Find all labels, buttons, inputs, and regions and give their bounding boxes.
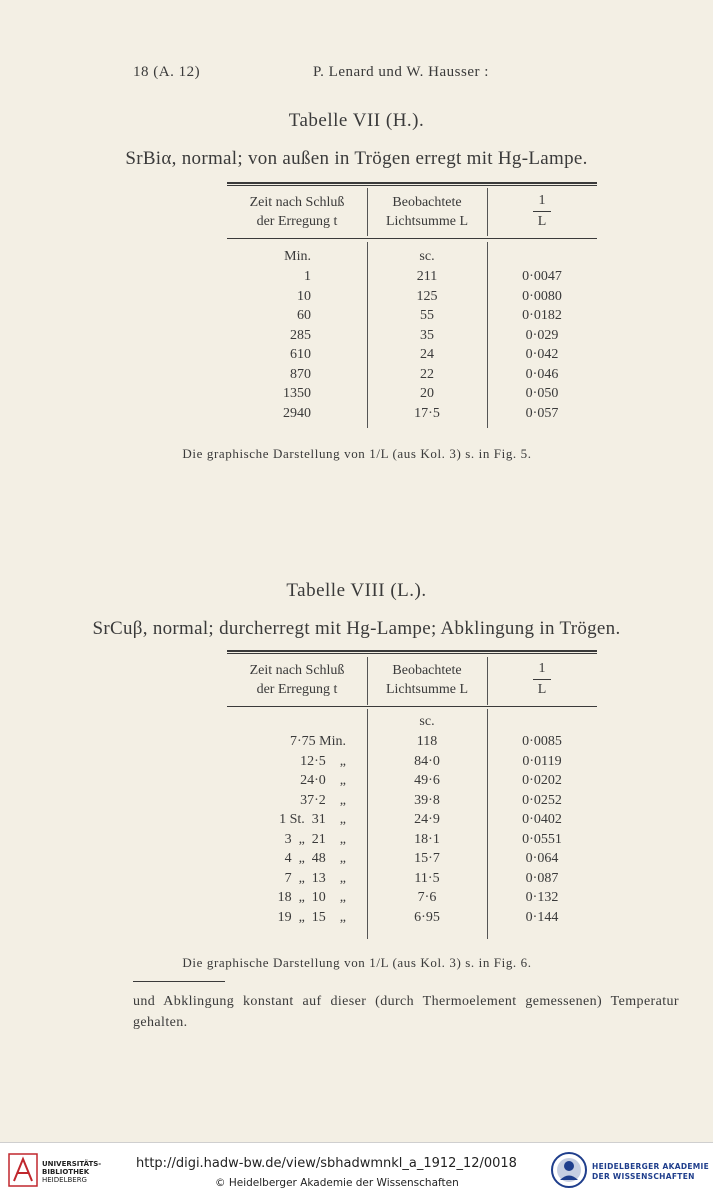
table7-cell-t: 10 (297, 288, 311, 304)
table7-cell-inv: 0·046 (525, 366, 559, 382)
table8-cell-t: 4 „ 48 „ (284, 851, 346, 866)
table8-title: Tabelle VIII (L.). (286, 580, 427, 601)
table8-cell-inv: 0·144 (525, 909, 559, 925)
table8-col2-head-1: Beobachtete (392, 663, 462, 678)
table8-col1-head-2: der Erregung t (256, 682, 338, 697)
table7-cell-L: 17·5 (414, 405, 440, 421)
table8-cell-t: 7·75 Min. (290, 734, 346, 749)
table7-top-rule (227, 182, 597, 184)
table8-cell-inv: 0·0119 (522, 753, 562, 769)
footnote-rule (133, 981, 225, 982)
table8-caption: Die graphische Darstellung von 1/L (aus Kol. 3) s. in Fig. 6. (182, 955, 532, 970)
academy-seal-icon (550, 1151, 588, 1189)
fraction-bar (533, 211, 551, 212)
library-name-line3: HEIDELBERG (42, 1176, 87, 1184)
table7-unit-t: Min. (284, 249, 311, 264)
copyright-text: © Heidelberger Akademie der Wissenschaften (215, 1177, 459, 1189)
table7-col2-head-2: Lichtsumme L (385, 214, 469, 229)
table7-cell-inv: 0·0182 (522, 308, 562, 323)
table7-col1-head-1: Zeit nach Schluß (249, 195, 345, 210)
table8-cell-L: 15·7 (414, 851, 440, 866)
table8-cell-t: 24·0 „ (300, 773, 346, 788)
table7-cell-inv: 0·0080 (522, 288, 562, 304)
table8-cell-L: 24·9 (414, 812, 440, 827)
table8-header-rule (227, 706, 597, 707)
table7-cell-L: 20 (420, 386, 434, 401)
table8-top-rule (227, 650, 597, 652)
table8-cell-L: 84·0 (414, 753, 440, 769)
table8-cell-inv: 0·0402 (522, 812, 562, 827)
table7-vline-2h (487, 188, 488, 236)
table7-col3-num: 1 (538, 193, 546, 208)
table8-cell-inv: 0·0202 (522, 773, 562, 788)
table8-vline-2h (487, 657, 488, 705)
table8-cell-inv: 0·0551 (522, 831, 562, 847)
table7-cell-inv: 0·0047 (522, 269, 562, 284)
table7-title: Tabelle VII (H.). (288, 110, 425, 131)
table7-cell-L: 35 (420, 327, 434, 343)
academy-name (592, 1162, 709, 1182)
library-name (42, 1160, 101, 1184)
table8-col3-head (522, 661, 562, 698)
table7-cell-L: 125 (416, 288, 438, 304)
viewer-footer (0, 1142, 713, 1197)
table8-cell-inv: 0·0252 (522, 792, 562, 808)
table7-cell-L: 22 (420, 366, 434, 382)
table7-cell-inv: 0·057 (525, 405, 559, 421)
table7-cell-t: 1 (304, 269, 311, 284)
table7-subtitle: SrBiα, normal; von außen in Trögen erregt mit Hg-Lampe. (125, 148, 588, 169)
library-name-line1: UNIVERSITÄTS- (42, 1160, 102, 1168)
library-logo[interactable] (8, 1153, 118, 1189)
table8-cell-L: 18·1 (414, 831, 440, 847)
footnote-text: und Abklingung konstant auf dieser (durch Thermoelement gemessenen) Temperatur gehalten. (133, 994, 679, 1030)
table8-cell-L: 49·6 (414, 773, 440, 788)
table8-cell-inv: 0·087 (525, 870, 559, 886)
table8-col3-num: 1 (538, 661, 546, 676)
table7-cell-t: 610 (290, 347, 311, 362)
table8-col3-den: L (537, 682, 547, 697)
table8-cell-inv: 0·0085 (522, 734, 562, 749)
table7-col1-head-2: der Erregung t (256, 214, 338, 229)
table8-cell-L: 6·95 (414, 909, 440, 925)
table7-cell-t: 60 (297, 308, 311, 323)
permalink-url[interactable]: http://digi.hadw-bw.de/view/sbhadwmnkl_a_1912_12/0018 (136, 1156, 517, 1171)
table8-cell-t: 7 „ 13 „ (284, 870, 346, 886)
table8-col2-head-2: Lichtsumme L (385, 682, 469, 697)
academy-name-line2: DER WISSENSCHAFTEN (592, 1172, 695, 1181)
table7-cell-L: 55 (420, 308, 434, 323)
table7-caption: Die graphische Darstellung von 1/L (aus Kol. 3) s. in Fig. 5. (182, 446, 532, 461)
table8-cell-inv: 0·132 (525, 890, 559, 905)
library-emblem-icon (8, 1153, 38, 1187)
table7-header-rule (227, 238, 597, 239)
running-title: P. Lenard und W. Hausser : (313, 64, 489, 80)
table7-cell-t: 870 (290, 366, 311, 382)
table8-cell-t: 18 „ 10 „ (277, 890, 346, 905)
table8-subtitle: SrCuβ, normal; durcherregt mit Hg-Lampe; Abklingung in Trögen. (92, 618, 621, 639)
table7-cell-L: 211 (416, 269, 438, 284)
table7-unit-L: sc. (419, 249, 435, 264)
table8-cell-t: 1 St. 31 „ (279, 812, 346, 827)
fraction-bar (533, 679, 551, 680)
library-name-line2: BIBLIOTHEK (42, 1168, 90, 1176)
table8-unit-L: sc. (419, 714, 435, 729)
table8-cell-inv: 0·064 (525, 851, 559, 866)
table7-cell-inv: 0·050 (525, 386, 559, 401)
table7-cell-inv: 0·029 (525, 327, 559, 343)
table7-col3-head (522, 193, 562, 230)
table8-col1-head-1: Zeit nach Schluß (249, 663, 345, 678)
table8-cell-L: 39·8 (414, 792, 440, 808)
table8-cell-L: 118 (416, 734, 438, 749)
academy-logo[interactable] (550, 1151, 710, 1191)
table7-cell-inv: 0·042 (525, 347, 559, 362)
table7-top-rule-thin (227, 185, 597, 186)
table7-cell-t: 2940 (283, 405, 311, 421)
table8-cell-L: 11·5 (414, 870, 440, 886)
table7-cell-t: 1350 (283, 386, 311, 401)
table7-cell-L: 24 (420, 347, 434, 362)
table7-col3-den: L (537, 214, 547, 229)
table8-cell-t: 12·5 „ (300, 753, 346, 769)
table7-cell-t: 285 (290, 327, 311, 343)
table8-cell-t: 19 „ 15 „ (277, 909, 346, 925)
page-number: 18 (A. 12) (133, 64, 201, 80)
table8-cell-t: 3 „ 21 „ (284, 831, 346, 847)
table8-cell-L: 7·6 (417, 890, 437, 905)
table7-col2-head-1: Beobachtete (392, 195, 462, 210)
table8-top-rule-thin (227, 653, 597, 654)
table8-cell-t: 37·2 „ (300, 792, 346, 808)
academy-name-line1: HEIDELBERGER AKADEMIE (592, 1162, 710, 1171)
